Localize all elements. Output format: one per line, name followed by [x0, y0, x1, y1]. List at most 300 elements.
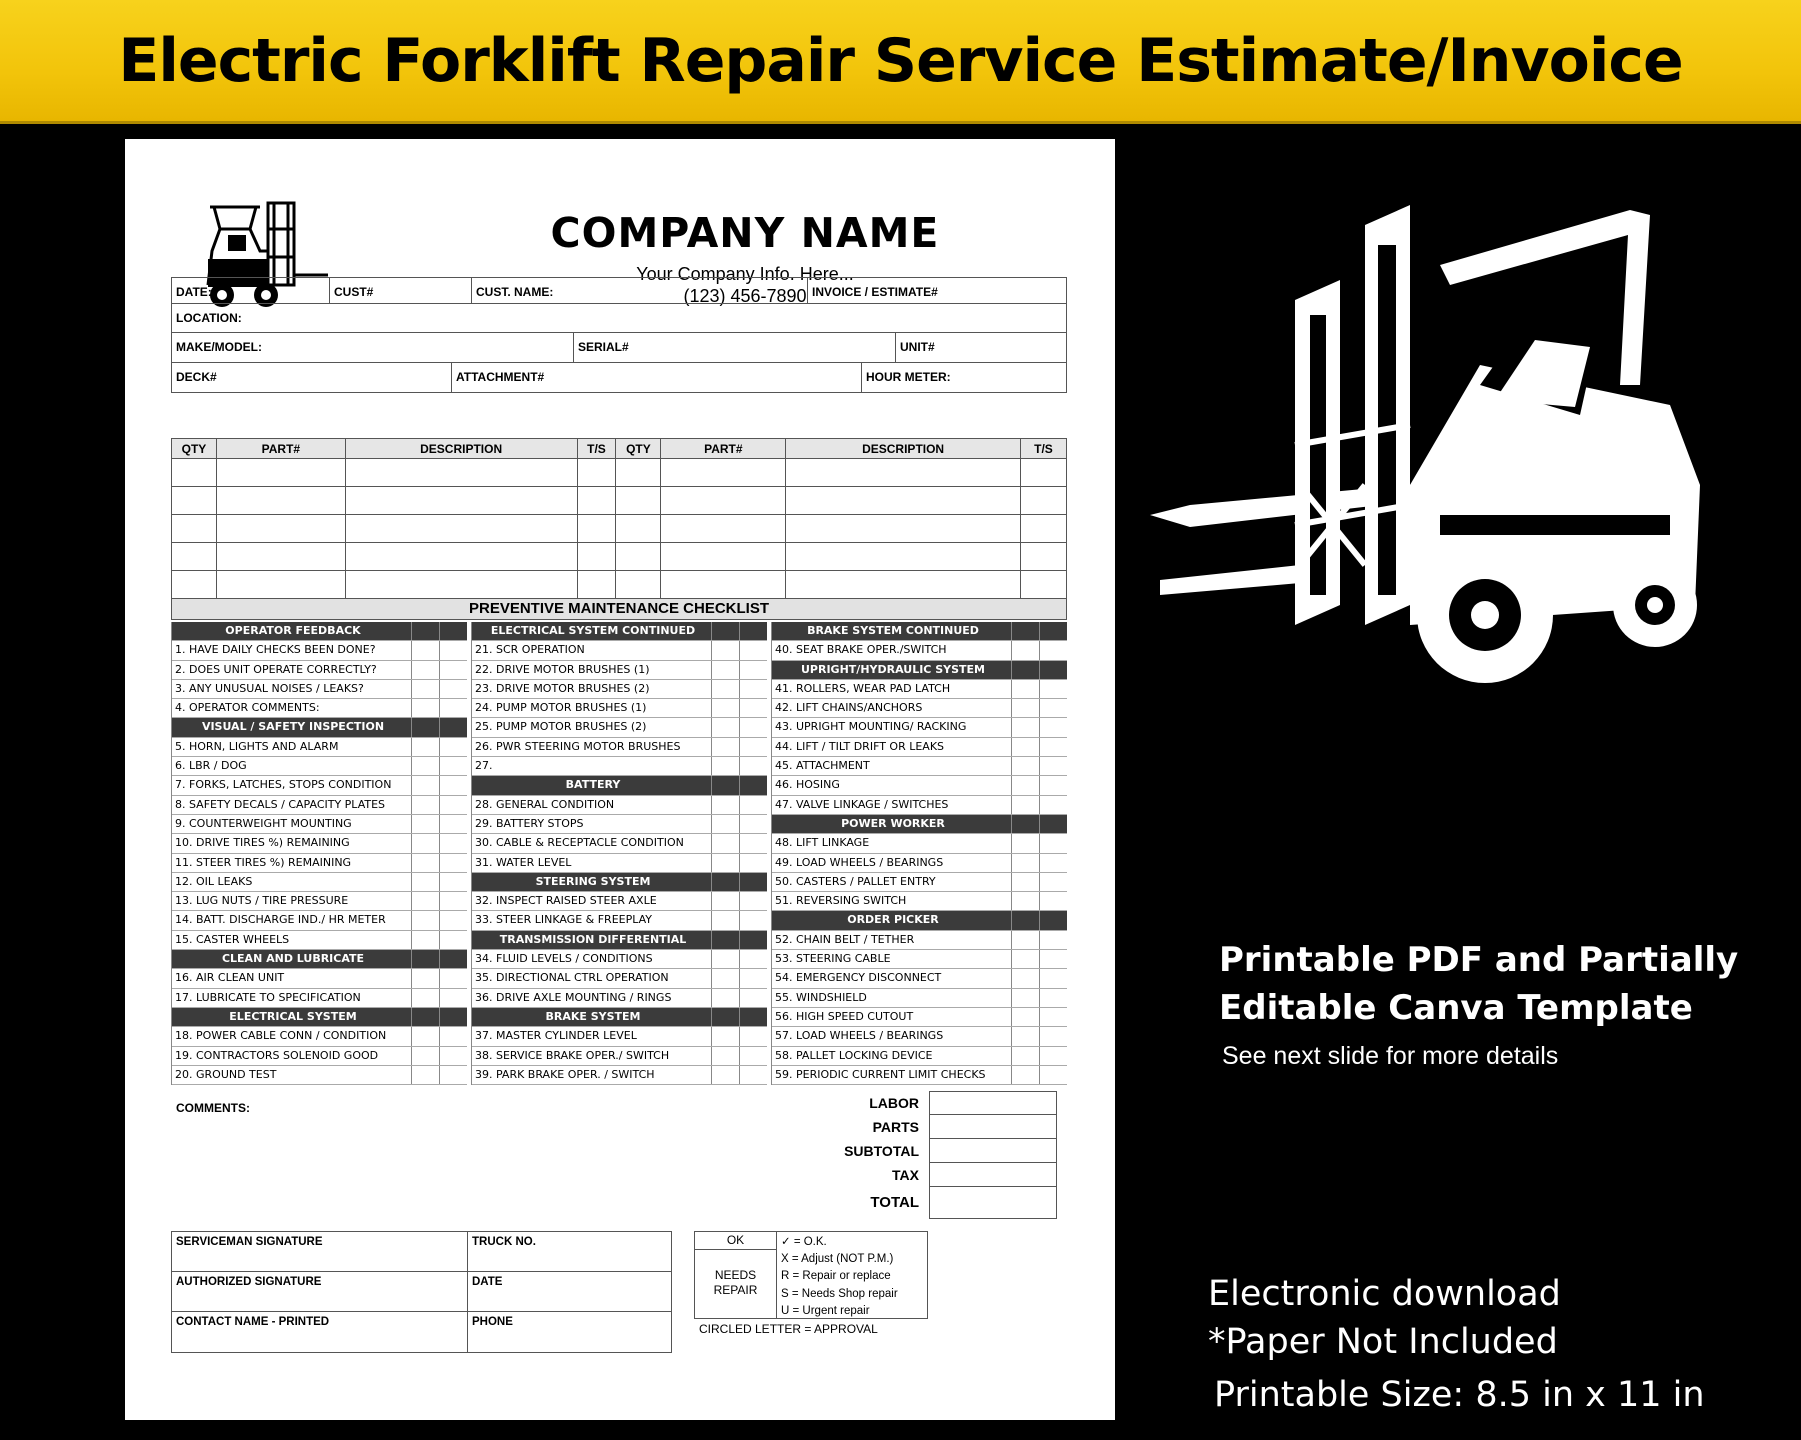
pm-item [772, 738, 1067, 757]
pm-check-box[interactable] [411, 641, 439, 659]
pm-check-box[interactable] [411, 911, 439, 929]
pm-check-box[interactable] [1039, 718, 1067, 736]
pm-check-box[interactable] [739, 892, 767, 910]
pm-check-box[interactable] [1011, 931, 1039, 949]
pm-check-box[interactable] [439, 969, 467, 987]
pm-check-box[interactable] [739, 989, 767, 1007]
legend-key: X = Adjust (NOT P.M.) [781, 1253, 894, 1266]
pm-check-box[interactable] [739, 661, 767, 679]
pm-check-box[interactable] [439, 911, 467, 929]
comments-label: COMMENTS: [176, 1101, 250, 1115]
pm-check-box[interactable] [1039, 989, 1067, 1007]
pm-check-box [411, 718, 439, 736]
parts-row [172, 543, 1067, 571]
pm-check-box[interactable] [1011, 680, 1039, 698]
parts-cell[interactable] [786, 515, 1021, 543]
parts-row [172, 459, 1067, 487]
parts-cell[interactable] [172, 543, 217, 571]
pm-check-box[interactable] [1039, 1047, 1067, 1065]
pm-check-box [1011, 911, 1039, 929]
parts-cell[interactable] [577, 571, 616, 599]
pm-check-box[interactable] [439, 892, 467, 910]
parts-cell[interactable] [216, 487, 345, 515]
parts-cell[interactable] [172, 515, 217, 543]
pm-check-box[interactable] [711, 989, 739, 1007]
pm-check-box[interactable] [1011, 854, 1039, 872]
pm-item [472, 796, 767, 815]
pm-check-box[interactable] [739, 699, 767, 717]
pm-item-label: 21. SCR OPERATION [475, 643, 585, 657]
pm-check-box[interactable] [711, 854, 739, 872]
pm-item-label: 52. CHAIN BELT / TETHER [775, 932, 915, 946]
pm-item [172, 738, 467, 757]
unit-field[interactable]: UNIT# [900, 340, 935, 354]
parts-cell[interactable] [661, 487, 786, 515]
pm-item-label: BRAKE SYSTEM [545, 1009, 641, 1023]
pm-item-label: ELECTRICAL SYSTEM CONTINUED [490, 624, 696, 637]
pm-check-box[interactable] [1039, 738, 1067, 756]
pm-check-box[interactable] [439, 1066, 467, 1084]
column-header: QTY [172, 439, 217, 459]
company-phone: (123) 456-7890 [683, 286, 807, 306]
parts-cell[interactable] [577, 543, 616, 571]
pm-item-label: 51. REVERSING SWITCH [775, 894, 907, 908]
pm-check-box[interactable] [439, 854, 467, 872]
parts-cell[interactable] [577, 515, 616, 543]
parts-cell[interactable] [616, 487, 661, 515]
pm-item [472, 680, 767, 699]
form-sheet [125, 139, 1115, 1420]
parts-cell[interactable] [661, 459, 786, 487]
legend-note: CIRCLED LETTER = APPROVAL [699, 1322, 878, 1336]
pm-check-box[interactable] [1011, 757, 1039, 775]
pm-item [772, 1047, 1067, 1066]
column-header: PART# [216, 439, 345, 459]
pm-check-box[interactable] [411, 873, 439, 891]
pm-section-header [172, 950, 467, 969]
pm-check-box[interactable] [1011, 776, 1039, 794]
pm-check-box[interactable] [411, 776, 439, 794]
pm-check-box[interactable] [439, 680, 467, 698]
pm-check-box[interactable] [439, 1027, 467, 1045]
date-signature-field[interactable]: DATE [472, 1276, 503, 1288]
pm-check-box[interactable] [711, 718, 739, 736]
download-line: Electronic download [1208, 1274, 1561, 1314]
pm-check-box [1039, 911, 1067, 929]
pm-item [772, 1027, 1067, 1046]
pm-item [472, 1047, 767, 1066]
pm-item-label: 35. DIRECTIONAL CTRL OPERATION [475, 971, 669, 985]
pm-item [772, 989, 1067, 1008]
parts-cell[interactable] [345, 571, 577, 599]
parts-cell[interactable] [616, 515, 661, 543]
parts-cell[interactable] [661, 515, 786, 543]
signature-table [171, 1231, 672, 1353]
parts-cell[interactable] [661, 543, 786, 571]
pm-section-header [772, 661, 1067, 680]
pm-item-label: 47. VALVE LINKAGE / SWITCHES [775, 797, 949, 811]
pm-check-box [411, 950, 439, 968]
pm-check-box[interactable] [411, 699, 439, 717]
pm-item-label: 36. DRIVE AXLE MOUNTING / RINGS [475, 990, 672, 1004]
pm-check-box[interactable] [739, 854, 767, 872]
pm-item-label: STEERING SYSTEM [535, 874, 651, 888]
parts-cell[interactable] [345, 487, 577, 515]
legend-key: ✓ = O.K. [781, 1236, 827, 1248]
parts-cell[interactable] [786, 487, 1021, 515]
pm-check-box[interactable] [439, 738, 467, 756]
total-amount-field[interactable] [929, 1163, 1057, 1187]
pm-item-label: 44. LIFT / TILT DRIFT OR LEAKS [775, 739, 945, 753]
pm-item [772, 950, 1067, 969]
pm-check-box[interactable] [739, 969, 767, 987]
total-amount-field[interactable] [929, 1115, 1057, 1139]
pm-check-box[interactable] [1011, 699, 1039, 717]
pm-item [172, 1066, 467, 1085]
pm-check-box[interactable] [439, 815, 467, 833]
pm-section-header [172, 1008, 467, 1027]
pm-check-box[interactable] [711, 699, 739, 717]
pm-item [172, 834, 467, 853]
pm-check-box [739, 776, 767, 794]
parts-cell[interactable] [172, 487, 217, 515]
pm-check-box[interactable] [439, 1047, 467, 1065]
pm-item [772, 699, 1067, 718]
parts-cell[interactable] [172, 459, 217, 487]
deck-field[interactable]: DECK# [172, 363, 452, 392]
pm-column [171, 622, 467, 1085]
parts-cell[interactable] [786, 571, 1021, 599]
pm-item [472, 892, 767, 911]
parts-cell[interactable] [345, 459, 577, 487]
pm-check-box[interactable] [1039, 969, 1067, 987]
parts-cell[interactable] [1020, 571, 1066, 599]
hour-meter-field[interactable]: HOUR METER: [866, 370, 951, 384]
pm-check-box[interactable] [1011, 738, 1039, 756]
pm-check-box [1011, 661, 1039, 679]
pm-check-box [739, 931, 767, 949]
parts-cell[interactable] [577, 459, 616, 487]
pm-check-box[interactable] [411, 815, 439, 833]
attachment-field[interactable]: ATTACHMENT# [452, 363, 862, 392]
pm-check-box[interactable] [411, 1066, 439, 1084]
parts-cell[interactable] [172, 571, 217, 599]
parts-cell[interactable] [616, 571, 661, 599]
parts-cell[interactable] [616, 543, 661, 571]
company-info-line: Your Company Info. Here... [636, 264, 854, 284]
pm-check-box[interactable] [739, 815, 767, 833]
pm-item-label: 43. UPRIGHT MOUNTING/ RACKING [775, 720, 967, 734]
pm-check-box[interactable] [739, 950, 767, 968]
pm-check-box[interactable] [1039, 680, 1067, 698]
parts-cell[interactable] [216, 459, 345, 487]
location-field[interactable]: LOCATION: [176, 311, 242, 325]
pm-item [772, 854, 1067, 873]
download-line: *Paper Not Included [1208, 1322, 1558, 1362]
pm-check-box[interactable] [1011, 796, 1039, 814]
header-row-date [171, 277, 1067, 304]
pm-check-box[interactable] [739, 641, 767, 659]
parts-cell[interactable] [345, 515, 577, 543]
pm-check-box[interactable] [1011, 641, 1039, 659]
authorized-signature-field[interactable]: AUTHORIZED SIGNATURE [172, 1272, 468, 1311]
pm-item-label: 25. PUMP MOTOR BRUSHES (2) [475, 720, 647, 734]
pm-check-box[interactable] [1039, 950, 1067, 968]
pm-check-box[interactable] [711, 641, 739, 659]
pm-check-box[interactable] [411, 1027, 439, 1045]
pm-item-label: 15. CASTER WHEELS [175, 932, 290, 946]
pm-check-box[interactable] [411, 989, 439, 1007]
pm-item-label: 9. COUNTERWEIGHT MOUNTING [175, 816, 352, 830]
pm-check-box[interactable] [1039, 699, 1067, 717]
cust-name-field[interactable]: CUST. NAME: [472, 278, 808, 303]
pm-check-box [439, 950, 467, 968]
pm-check-box[interactable] [1039, 1008, 1067, 1026]
pm-check-box[interactable] [1039, 873, 1067, 891]
pm-check-box[interactable] [739, 718, 767, 736]
parts-cell[interactable] [216, 515, 345, 543]
pm-check-box[interactable] [411, 854, 439, 872]
pm-check-box[interactable] [739, 1027, 767, 1045]
pm-item-label: OPERATOR FEEDBACK [225, 624, 361, 637]
parts-cell[interactable] [1020, 543, 1066, 571]
pm-check-box [711, 873, 739, 891]
pm-check-box[interactable] [439, 661, 467, 679]
pm-item-label: 38. SERVICE BRAKE OPER./ SWITCH [475, 1048, 670, 1062]
legend-key: S = Needs Shop repair [781, 1287, 898, 1300]
pm-item-label: 42. LIFT CHAINS/ANCHORS [775, 701, 923, 715]
pm-item [172, 796, 467, 815]
parts-cell[interactable] [661, 571, 786, 599]
pm-check-box[interactable] [711, 950, 739, 968]
pm-check-box [439, 1008, 467, 1026]
pm-check-box[interactable] [1039, 931, 1067, 949]
pm-item-label: 54. EMERGENCY DISCONNECT [775, 971, 942, 985]
pm-check-box[interactable] [411, 757, 439, 775]
pm-check-box [711, 931, 739, 949]
pm-check-box[interactable] [711, 911, 739, 929]
pm-check-box[interactable] [711, 969, 739, 987]
pm-check-box[interactable] [411, 892, 439, 910]
parts-cell[interactable] [616, 459, 661, 487]
pm-check-box[interactable] [711, 661, 739, 679]
phone-field[interactable]: PHONE [472, 1316, 513, 1328]
pm-item [772, 680, 1067, 699]
pm-item-label: 50. CASTERS / PALLET ENTRY [775, 874, 936, 888]
pm-item [172, 1047, 467, 1066]
pm-check-box[interactable] [411, 1047, 439, 1065]
pm-check-box[interactable] [439, 757, 467, 775]
header-row-deck [171, 363, 1067, 393]
pm-check-box[interactable] [439, 834, 467, 852]
pm-check-box[interactable] [1011, 1066, 1039, 1084]
pm-check-box[interactable] [1039, 854, 1067, 872]
pm-item [772, 834, 1067, 853]
pm-check-box[interactable] [1039, 757, 1067, 775]
parts-cell[interactable] [577, 487, 616, 515]
pm-item-label: BRAKE SYSTEM CONTINUED [807, 624, 979, 637]
pm-check-box[interactable] [711, 738, 739, 756]
pm-item-label: 39. PARK BRAKE OPER. / SWITCH [475, 1067, 655, 1081]
pm-check-box[interactable] [1011, 1008, 1039, 1026]
pm-check-box[interactable] [411, 738, 439, 756]
pm-check-box[interactable] [411, 969, 439, 987]
pm-item [772, 796, 1067, 815]
pm-check-box[interactable] [411, 931, 439, 949]
legend-needs-line: REPAIR [713, 1283, 758, 1297]
parts-cell[interactable] [1020, 487, 1066, 515]
date-field[interactable]: DATE: [172, 278, 330, 303]
pm-item-label: 23. DRIVE MOTOR BRUSHES (2) [475, 681, 650, 695]
pm-check-box[interactable] [711, 680, 739, 698]
pm-item-label: 41. ROLLERS, WEAR PAD LATCH [775, 681, 951, 695]
pm-check-box[interactable] [1039, 776, 1067, 794]
pm-item-label: 34. FLUID LEVELS / CONDITIONS [475, 952, 653, 966]
pm-check-box[interactable] [1011, 950, 1039, 968]
pm-check-box[interactable] [1039, 1027, 1067, 1045]
company-name: COMPANY NAME [550, 209, 940, 257]
pm-check-box[interactable] [739, 796, 767, 814]
pm-check-box[interactable] [711, 892, 739, 910]
serial-field[interactable]: SERIAL# [574, 333, 896, 362]
pm-column [771, 622, 1067, 1085]
pm-check-box[interactable] [411, 680, 439, 698]
pm-check-box[interactable] [1011, 1027, 1039, 1045]
pm-item [472, 815, 767, 834]
total-row [807, 1163, 1057, 1187]
pm-item [172, 699, 467, 718]
parts-cell[interactable] [345, 543, 577, 571]
pm-check-box [739, 873, 767, 891]
pm-check-box[interactable] [1011, 892, 1039, 910]
invoice-number-field[interactable]: INVOICE / ESTIMATE# [812, 285, 938, 299]
pm-check-box[interactable] [711, 757, 739, 775]
pm-check-box[interactable] [1011, 873, 1039, 891]
pm-check-box[interactable] [711, 1066, 739, 1084]
parts-cell[interactable] [216, 571, 345, 599]
pm-check-box[interactable] [439, 641, 467, 659]
pm-item-label: BATTERY [565, 778, 621, 792]
serviceman-signature-field[interactable]: SERVICEMAN SIGNATURE [172, 1232, 468, 1271]
pm-column [471, 622, 767, 1085]
parts-cell[interactable] [786, 543, 1021, 571]
pm-check-box[interactable] [439, 989, 467, 1007]
parts-cell[interactable] [1020, 515, 1066, 543]
pm-check-box[interactable] [439, 776, 467, 794]
pm-check-box[interactable] [1039, 834, 1067, 852]
truck-number-field[interactable]: TRUCK NO. [472, 1236, 536, 1248]
pm-item [172, 873, 467, 892]
pm-check-box[interactable] [739, 738, 767, 756]
signature-row [172, 1232, 671, 1272]
pm-check-box[interactable] [711, 815, 739, 833]
pm-check-box [711, 776, 739, 794]
pm-item [472, 757, 767, 776]
pm-check-box[interactable] [711, 1047, 739, 1065]
pm-check-box[interactable] [711, 834, 739, 852]
pm-check-box[interactable] [411, 661, 439, 679]
pm-check-box[interactable] [439, 931, 467, 949]
pm-item-label: 33. STEER LINKAGE & FREEPLAY [475, 913, 653, 927]
parts-cell[interactable] [1020, 459, 1066, 487]
pm-check-box[interactable] [739, 680, 767, 698]
make-model-field[interactable]: MAKE/MODEL: [172, 333, 574, 362]
column-header: T/S [1020, 439, 1066, 459]
pm-check-box[interactable] [739, 834, 767, 852]
pm-item [772, 1066, 1067, 1085]
pm-item-label: 4. OPERATOR COMMENTS: [175, 701, 320, 715]
pm-check-box[interactable] [411, 834, 439, 852]
pm-check-box[interactable] [739, 911, 767, 929]
contact-name-field[interactable]: CONTACT NAME - PRINTED [172, 1312, 468, 1352]
pm-item-label: 7. FORKS, LATCHES, STOPS CONDITION [175, 778, 392, 792]
pm-check-box[interactable] [739, 1066, 767, 1084]
total-row [807, 1187, 1057, 1219]
pm-check-box [411, 1008, 439, 1026]
parts-cell[interactable] [786, 459, 1021, 487]
pm-item [172, 989, 467, 1008]
pm-section-header [172, 718, 467, 737]
pm-check-box[interactable] [739, 1047, 767, 1065]
pm-check-box[interactable] [1011, 1047, 1039, 1065]
pm-check-box[interactable] [739, 757, 767, 775]
header-row-location [171, 304, 1067, 333]
legend-key: U = Urgent repair [781, 1304, 870, 1317]
pm-item [472, 699, 767, 718]
pm-check-box[interactable] [1039, 641, 1067, 659]
pm-item-label: 8. SAFETY DECALS / CAPACITY PLATES [175, 797, 386, 811]
pm-check-box[interactable] [1011, 969, 1039, 987]
parts-cell[interactable] [216, 543, 345, 571]
pm-check-box [711, 622, 739, 640]
total-amount-field[interactable] [929, 1139, 1057, 1163]
pm-item [172, 641, 467, 660]
pm-item-label: 12. OIL LEAKS [175, 874, 253, 888]
cust-number-field[interactable]: CUST# [330, 278, 472, 303]
pm-item-label: 27. [475, 759, 493, 773]
pm-check-box[interactable] [411, 796, 439, 814]
pm-check-box[interactable] [1011, 834, 1039, 852]
pm-item [472, 738, 767, 757]
pm-check-box[interactable] [1011, 718, 1039, 736]
pm-check-box[interactable] [1039, 1066, 1067, 1084]
pm-item-label: ELECTRICAL SYSTEM [229, 1009, 357, 1023]
pm-check-box[interactable] [439, 873, 467, 891]
pm-section-header [172, 622, 467, 641]
pm-item [172, 680, 467, 699]
total-label: SUBTOTAL [844, 1143, 919, 1159]
pm-check-box[interactable] [711, 1027, 739, 1045]
pm-check-box[interactable] [711, 796, 739, 814]
pm-item-label: 13. LUG NUTS / TIRE PRESSURE [175, 894, 349, 908]
pm-item [172, 1027, 467, 1046]
pm-item [772, 892, 1067, 911]
pm-check-box[interactable] [1011, 989, 1039, 1007]
header-row-make [171, 333, 1067, 363]
pm-check-box [439, 718, 467, 736]
pm-item [472, 950, 767, 969]
legend-needs-line: NEEDS [714, 1268, 757, 1282]
pm-check-box[interactable] [439, 699, 467, 717]
column-header: PART# [661, 439, 786, 459]
column-header: T/S [577, 439, 616, 459]
total-amount-field[interactable] [929, 1091, 1057, 1115]
pm-check-box[interactable] [1039, 892, 1067, 910]
total-amount-field[interactable] [929, 1187, 1057, 1219]
pm-check-box[interactable] [439, 796, 467, 814]
pm-section-header [772, 911, 1067, 930]
pm-check-box[interactable] [1039, 796, 1067, 814]
